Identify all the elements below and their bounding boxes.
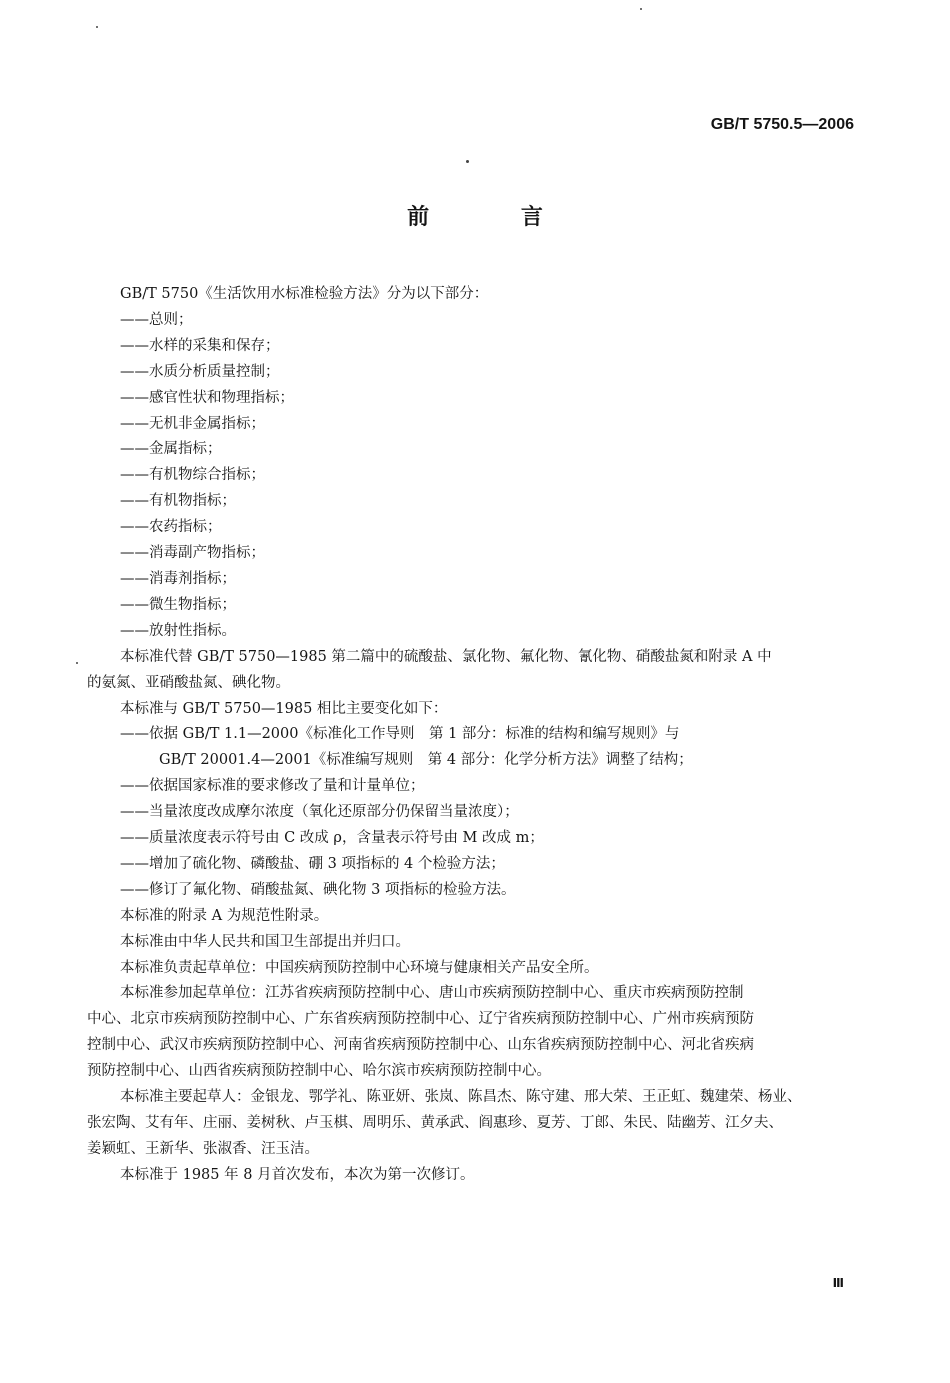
list-item: ——金属指标； — [120, 441, 222, 458]
list-item: ——微生物指标； — [120, 596, 236, 613]
annex-note: 本标准的附录 A 为规范性附录。 — [120, 907, 329, 924]
participants-paragraph-cont: 控制中心、武汉市疾病预防控制中心、河南省疾病预防控制中心、山东省疾病预防控制中心、河北省疾病 — [87, 1037, 754, 1054]
scan-speck — [466, 160, 469, 163]
list-item: ——水样的采集和保存； — [120, 337, 280, 354]
list-item: ——消毒剂指标； — [120, 570, 236, 587]
change-item: ——依据 GB/T 1.1—2000《标准化工作导则 第 1 部分：标准的结构和编写规则》与 — [120, 726, 680, 743]
scan-speck — [96, 26, 98, 28]
drafters-paragraph-cont: 姜颖虹、王新华、张淑香、汪玉洁。 — [87, 1140, 319, 1157]
proposed-by: 本标准由中华人民共和国卫生部提出并归口。 — [120, 933, 410, 950]
change-item-cont: GB/T 20001.4—2001《标准编写规则 第 4 部分：化学分析方法》调整了结构； — [159, 752, 693, 769]
change-item: ——当量浓度改成摩尔浓度（氧化还原部分仍保留当量浓度）； — [120, 804, 519, 821]
list-item: ——感官性状和物理指标； — [120, 389, 294, 406]
drafters-paragraph: 本标准主要起草人：金银龙、鄂学礼、陈亚妍、张岚、陈昌杰、陈守建、邢大荣、王正虹、魏建荣、杨业、 — [120, 1089, 802, 1106]
participants-paragraph-cont: 预防控制中心、山西省疾病预防控制中心、哈尔滨市疾病预防控制中心。 — [87, 1063, 551, 1080]
change-item: ——增加了硫化物、磷酸盐、硼 3 项指标的 4 个检验方法； — [120, 855, 505, 872]
replaces-paragraph-cont: 的氨氮、亚硝酸盐氮、碘化物。 — [87, 674, 290, 691]
list-item: ——放射性指标。 — [120, 622, 236, 639]
responsible-unit: 本标准负责起草单位：中国疾病预防控制中心环境与健康相关产品安全所。 — [120, 959, 599, 976]
participants-paragraph-cont: 中心、北京市疾病预防控制中心、广东省疾病预防控制中心、辽宁省疾病预防控制中心、广州市疾病预防 — [87, 1011, 754, 1028]
list-item: ——水质分析质量控制； — [120, 363, 280, 380]
list-item: ——总则； — [120, 311, 193, 328]
standard-code: GB/T 5750.5—2006 — [710, 116, 854, 133]
scan-speck — [76, 662, 78, 664]
page-number: Ⅲ — [832, 1276, 844, 1290]
scan-speck — [640, 8, 642, 10]
replaces-paragraph: 本标准代替 GB/T 5750—1985 第二篇中的硫酸盐、氯化物、氟化物、氰化物、硝酸盐氮和附录 A 中 — [120, 648, 772, 665]
list-item: ——有机物综合指标； — [120, 467, 265, 484]
change-item: ——质量浓度表示符号由 C 改成 ρ，含量表示符号由 M 改成 m； — [120, 830, 544, 847]
list-item: ——无机非金属指标； — [120, 415, 265, 432]
page-title: 前 言 — [407, 205, 585, 230]
participants-paragraph: 本标准参加起草单位：江苏省疾病预防控制中心、唐山市疾病预防控制中心、重庆市疾病预防控制 — [120, 985, 744, 1002]
changes-intro: 本标准与 GB/T 5750—1985 相比主要变化如下： — [120, 700, 448, 717]
list-item: ——有机物指标； — [120, 493, 236, 510]
change-item: ——依据国家标准的要求修改了量和计量单位； — [120, 778, 425, 795]
list-item: ——农药指标； — [120, 519, 222, 536]
list-item: ——消毒副产物指标； — [120, 545, 265, 562]
parts-intro: GB/T 5750《生活饮用水标准检验方法》分为以下部分： — [120, 286, 489, 302]
history-note: 本标准于 1985 年 8 月首次发布，本次为第一次修订。 — [120, 1166, 475, 1183]
drafters-paragraph-cont: 张宏陶、艾有年、庄丽、姜树秋、卢玉棋、周明乐、黄承武、阎惠珍、夏芳、丁郎、朱民、陆幽芳、江夕夫、 — [87, 1115, 783, 1131]
change-item: ——修订了氟化物、硝酸盐氮、碘化物 3 项指标的检验方法。 — [120, 881, 516, 898]
foreword-body — [87, 282, 857, 1189]
